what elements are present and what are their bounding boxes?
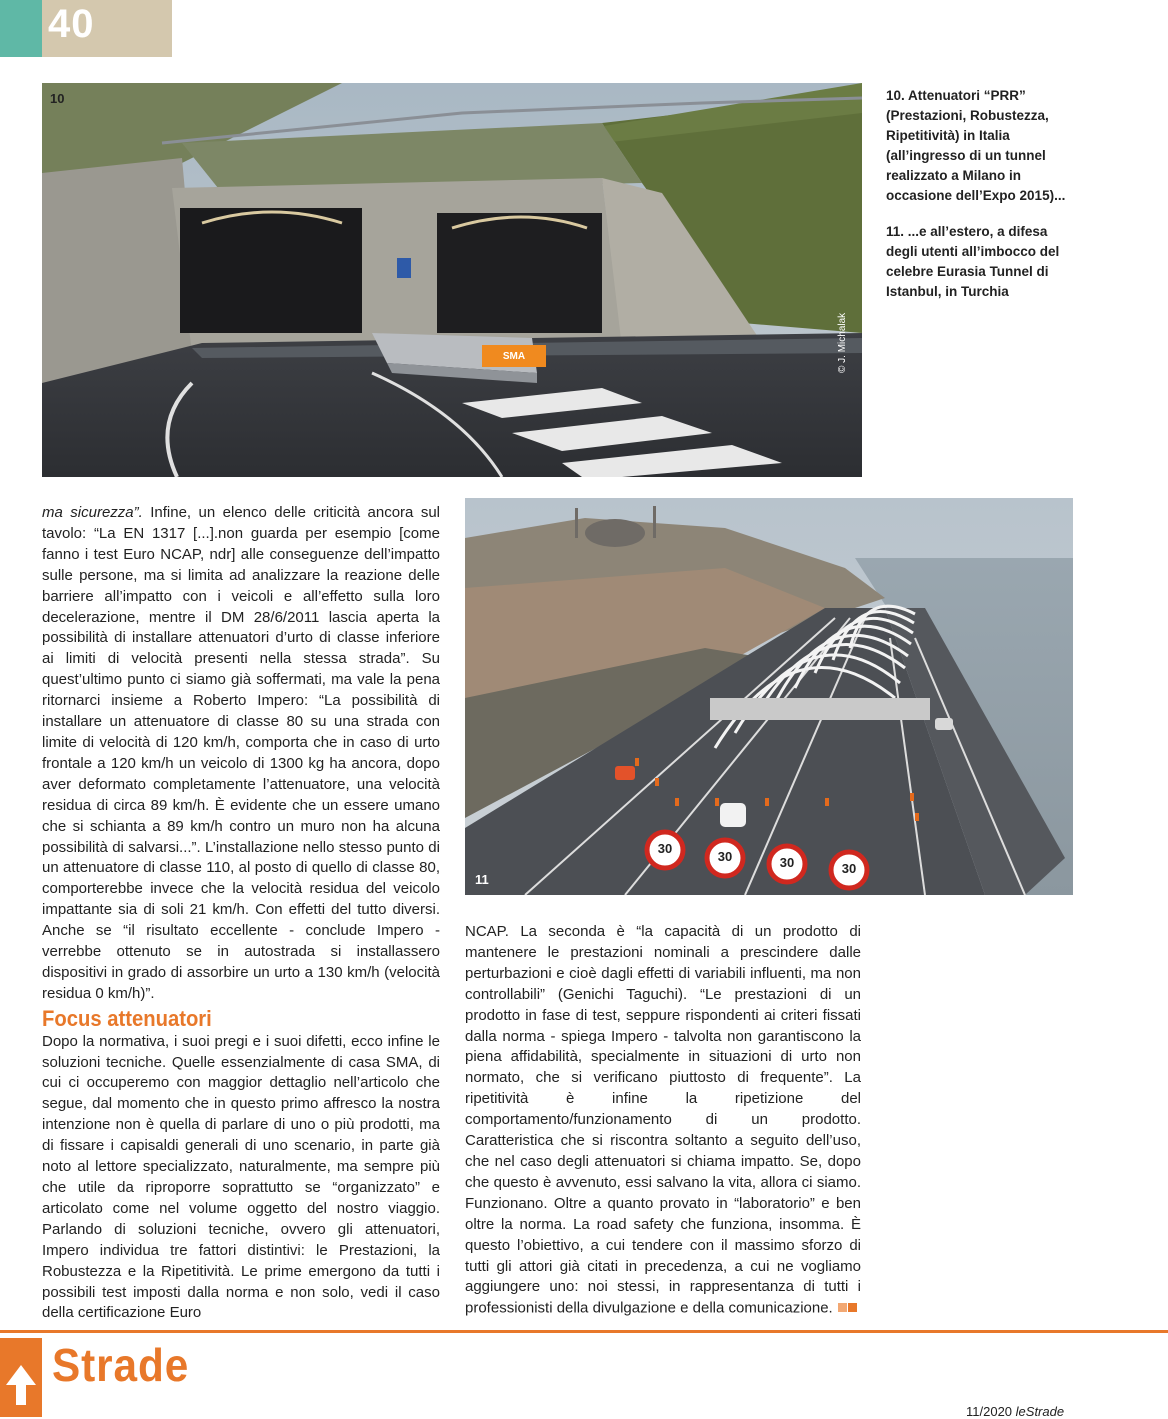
figure-11-label: 11 [475, 872, 489, 887]
figure-10-photo [42, 83, 862, 477]
footer-rule [0, 1330, 1168, 1333]
left-column-body: Dopo la normativa, i suoi pregi e i suoi difetti, ecco infine le soluzioni tecniche. Quelle essenzialmente di casa SMA, di cui ci occuperemo con maggior dettaglio nell’articolo che segue, dal momento che in questo primo affresco la nostra intenzione non è quella di parlare di uno o più prodotti, ma di fissare i capisaldi generali di uno scenario, in parte già noto al lettore specializzato, naturalmente, ma sempre più che utile da riproporre soprattutto se “organizzato” e articolato come nel volume oggetto del nostro viaggio. Parlando di soluzioni tecniche, ovvero gli attenuatori, Impero individua tre fattori distintivi: le Prestazioni, la Robustezza e la Ripetitività. Le prime emergono da tutti i possibili test imposti dalla norma e non solo, vedi il caso della certificazione Euro [42, 1032, 440, 1322]
page-number-accent [0, 0, 42, 57]
intro-italic: ma sicurezza”. [42, 504, 143, 521]
left-column-intro [42, 503, 440, 1005]
intro-text: Infine, un elenco delle criticità ancora sul tavolo: “La EN 1317 [...].non guarda per esempio [come fanno i test Euro NCAP, ndr] alle conseguenze dell’impatto sulle persone, ma si limita ad analizzare la reazione delle barriere all’impatto con i veicoli e all’effetto sulla loro decelerazione, mentre il DM 28/6/2011 lascia aperta la possibilità di installare attenuatori d’urto di classe inferiore ai limiti di velocità presenti nella stessa strada”. Su quest’ultimo punto ci siamo già soffermati, ma vale la pena ritornarci insieme a Roberto Impero: “La possibilità di installare un attenuatore di classe 80 su una strada con limite di velocità di 120 km/h, comporta che in caso di urto frontale a 120 km/h un veicolo di 1300 kg ha ancora, dopo aver deformato completamente l’attenuatore, una velocità residua di circa 89 km/h. È evidente che un essere umano che si schianta a 89 km/h contro un muro non ha alcuna possibilità di salvarsi...”. L’installazione nello stesso punto di un attenuatore di classe 110, al posto di quello di classe 80, comporterebbe invece che la velocità residua del veicolo impattante sia di soli 21 km/h. Con effetti del tutto diversi. Anche se “il risultato eccellente - conclude Impero - verrebbe ottenuto se in autostrada si installassero dispositivi in grado di assorbire un urto a 130 km/h (velocità residua 0 km/h)”. [42, 504, 440, 1002]
end-of-article-mark [837, 1298, 857, 1319]
attenuator-sign-text: SMA [502, 351, 526, 362]
brand-arrow-icon [6, 1365, 36, 1405]
right-column-body: NCAP. La seconda è “la capacità di un prodotto di mantenere le prestazioni nominali a prescindere dalle perturbazioni e cioè dagli effetti di variabili influenti, ma non controllabili” (Genichi Taguchi). “Le prestazioni di un prodotto in fase di test, seppure rispondenti ai criteri fissati dalla norma - spiega Impero - talvolta non garantiscono la piena affidabilità, specialmente in situazioni di urto non normato, che si verificano piuttosto di frequente”. La ripetitività è infine la ripetizione del comportamento/funzionamento di un prodotto. Caratteristica che si riscontra soltanto a seguito dell’uso, che nel caso degli attenuatori si chiama impatto. Se, dopo che questo è avvenuto, essi salvano la vita, allora ci siamo. Funzionano. Oltre a quanto provato in “laboratorio” e ben oltre la norma. La road safety che funziona, insomma. È questo l’obiettivo, a cui tendere con il massimo sforzo di tutti gli attori già citati in precedenza, a cui ne vogliamo aggiungere uno: noi stessi, in rappresentanza di tutti i professionisti della divulgazione e della comunicazione. [465, 923, 861, 1317]
section-heading: Focus attenuatori [42, 1005, 212, 1031]
caption-11: 11. ...e all’estero, a difesa degli utenti all’imbocco del celebre Eurasia Tunnel di Istanbul, in Turchia [886, 224, 1060, 299]
left-column [42, 503, 440, 1324]
right-column [465, 922, 861, 1320]
figure-10-label: 10 [50, 91, 65, 106]
caption-10: 10. Attenuatori “PRR” (Prestazioni, Robustezza, Ripetitività) in Italia (all’ingresso di un tunnel realizzato a Milano in occasione dell’Expo 2015)... [886, 88, 1066, 203]
speed-sign-1: 30 [657, 841, 673, 856]
speed-sign-4: 30 [841, 861, 857, 876]
speed-sign-2: 30 [717, 849, 733, 864]
page-number: 40 [48, 2, 95, 46]
photo-credit: © J. Michalak [837, 312, 848, 373]
issue-number: 11/2020 [966, 1404, 1013, 1419]
figure-captions [886, 86, 1066, 318]
figure-11-photo [465, 498, 1073, 895]
speed-sign-3: 30 [779, 855, 795, 870]
magazine-name: leStrade [1015, 1404, 1065, 1419]
right-column-text [465, 922, 861, 1320]
magazine-brand: Strade [52, 1339, 190, 1391]
